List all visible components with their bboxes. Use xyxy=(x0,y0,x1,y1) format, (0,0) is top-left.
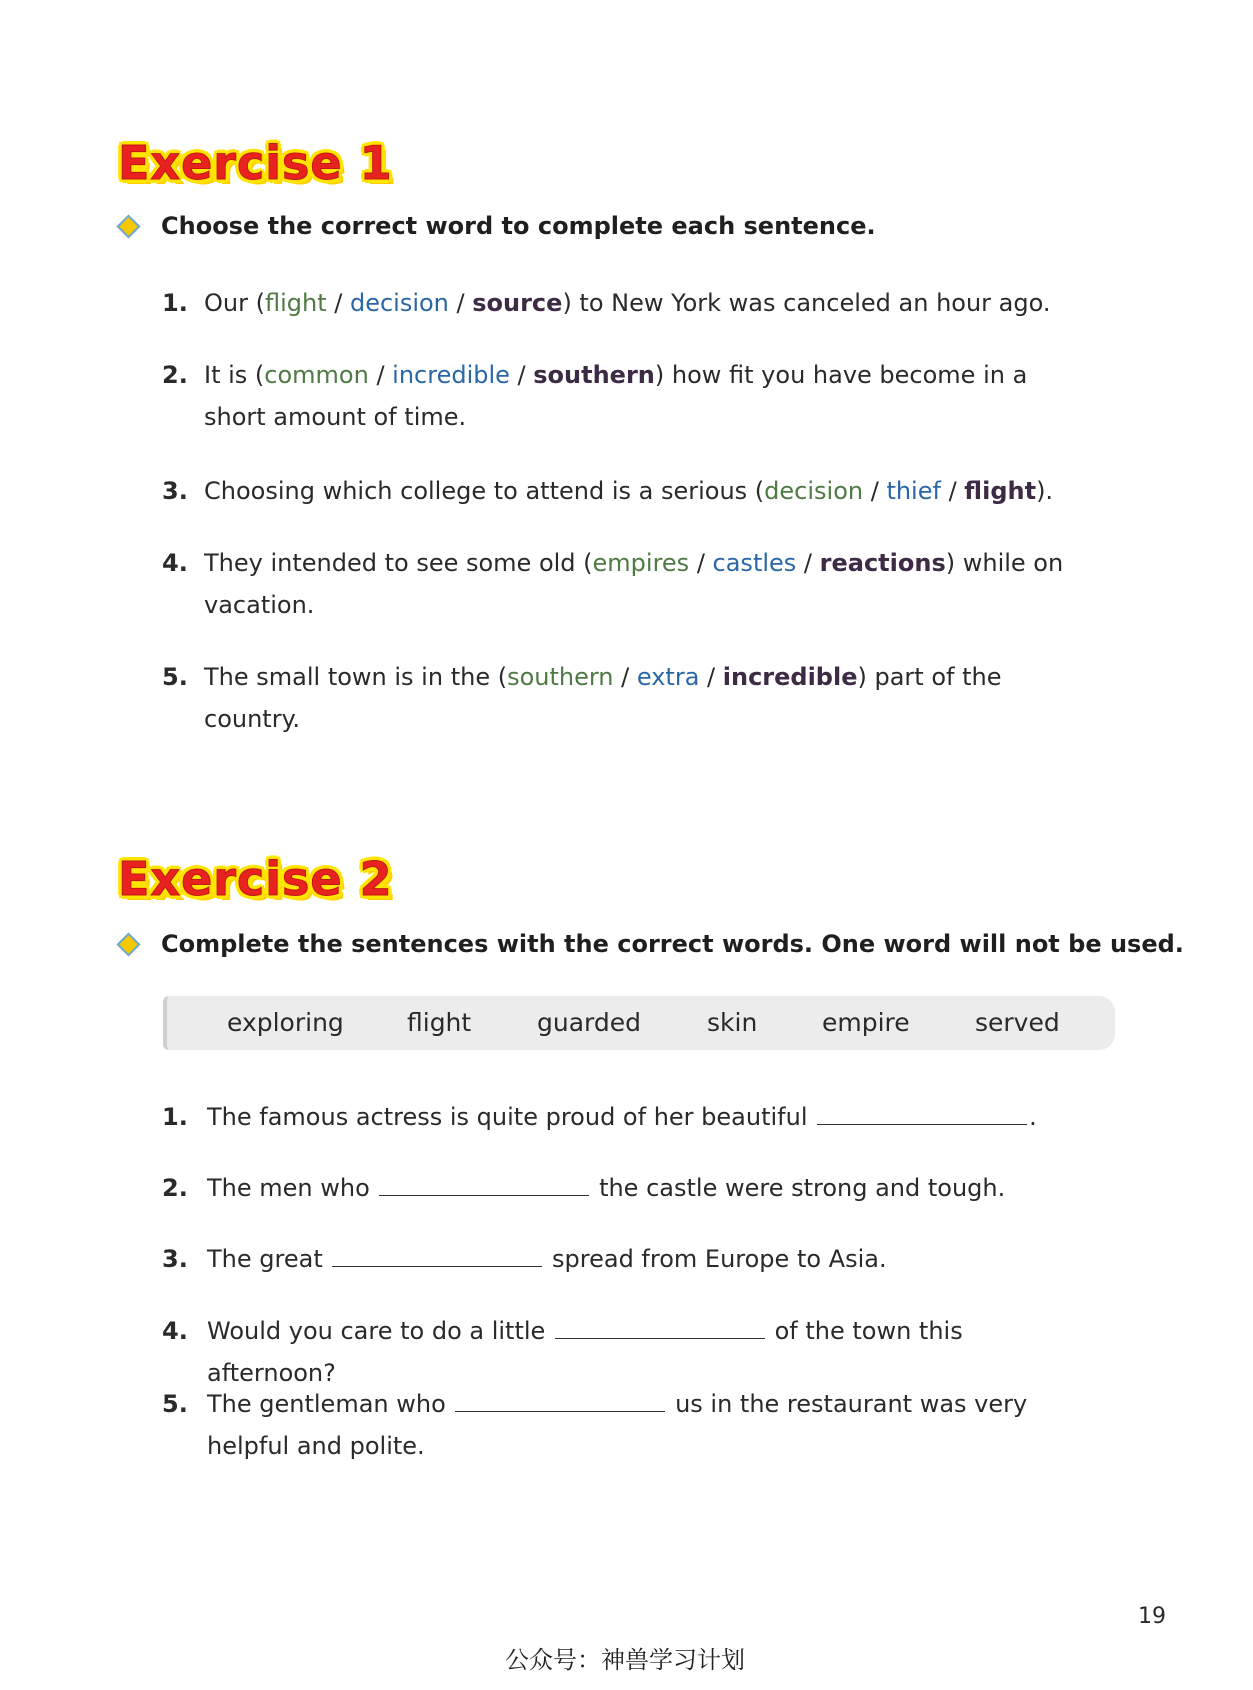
answer-blank[interactable] xyxy=(555,1314,765,1339)
item-number: 5. xyxy=(162,1390,188,1418)
item-number: 3. xyxy=(162,1245,188,1273)
sentence-end: spread from Europe to Asia. xyxy=(552,1245,887,1273)
sentence-end: ) part of the country. xyxy=(204,663,1002,733)
option-3[interactable]: southern xyxy=(533,361,655,389)
item-number: 4. xyxy=(162,1317,188,1345)
item-number: 1. xyxy=(162,1103,188,1131)
answer-blank[interactable] xyxy=(817,1100,1027,1125)
slash-separator: / xyxy=(940,477,965,505)
option-2[interactable]: decision xyxy=(349,289,449,317)
word-bank-word: served xyxy=(975,1008,1060,1037)
option-2[interactable]: extra xyxy=(636,663,700,691)
word-bank xyxy=(163,996,1115,1050)
option-1[interactable]: flight xyxy=(264,289,327,317)
slash-separator: / xyxy=(509,361,534,389)
option-2[interactable]: incredible xyxy=(392,361,510,389)
word-bank-word: empire xyxy=(822,1008,910,1037)
item-sentence xyxy=(204,282,1084,324)
item-number: 2. xyxy=(162,1174,188,1202)
option-1[interactable]: southern xyxy=(507,663,614,691)
slash-separator: / xyxy=(796,549,820,577)
option-1[interactable]: common xyxy=(264,361,369,389)
slash-separator: / xyxy=(368,361,393,389)
slash-separator: / xyxy=(326,289,350,317)
slash-separator: / xyxy=(613,663,637,691)
sentence-start: They intended to see some old ( xyxy=(204,549,593,577)
answer-blank[interactable] xyxy=(332,1242,542,1267)
sentence-end: ) to New York was canceled an hour ago. xyxy=(562,289,1051,317)
exercise-1-item xyxy=(162,656,1084,740)
exercise-2-item xyxy=(162,1096,1087,1138)
exercise-2-item xyxy=(162,1167,1087,1209)
word-bank-word: skin xyxy=(707,1008,758,1037)
option-2[interactable]: castles xyxy=(712,549,797,577)
page-number: 19 xyxy=(1138,1604,1166,1629)
option-2[interactable]: thief xyxy=(886,477,941,505)
exercise-1-instruction-text: Choose the correct word to complete each sentence. xyxy=(161,212,876,240)
sentence-end: of the town this afternoon? xyxy=(207,1317,963,1387)
item-sentence xyxy=(207,1167,1087,1209)
word-bank-word: exploring xyxy=(227,1008,344,1037)
slash-separator: / xyxy=(448,289,473,317)
sentence-start: It is ( xyxy=(204,361,265,389)
sentence-end: ) how fit you have become in a short amount of time. xyxy=(204,361,1028,431)
exercise-1-title: Exercise 1 xyxy=(118,136,393,190)
answer-blank[interactable] xyxy=(455,1387,665,1412)
sentence-end: us in the restaurant was very helpful and polite. xyxy=(207,1390,1028,1460)
exercise-2-item xyxy=(162,1238,1087,1280)
sentence-start: Our ( xyxy=(204,289,265,317)
option-3[interactable]: source xyxy=(472,289,563,317)
option-1[interactable]: decision xyxy=(764,477,864,505)
option-3[interactable]: incredible xyxy=(722,663,858,691)
item-number: 2. xyxy=(162,361,188,389)
sentence-start: The great xyxy=(207,1245,323,1273)
sentence-end: the castle were strong and tough. xyxy=(599,1174,1006,1202)
exercise-1-item xyxy=(162,354,1084,438)
item-sentence xyxy=(204,656,1084,740)
item-number: 3. xyxy=(162,477,188,505)
item-sentence xyxy=(207,1383,1087,1467)
exercise-2-item xyxy=(162,1310,1087,1394)
slash-separator: / xyxy=(689,549,713,577)
sentence-end: ) while on vacation. xyxy=(204,549,1064,619)
item-sentence xyxy=(207,1310,1087,1394)
item-number: 5. xyxy=(162,663,188,691)
exercise-1-item xyxy=(162,470,1084,512)
exercise-1-item xyxy=(162,542,1084,626)
exercise-2-item xyxy=(162,1383,1087,1467)
sentence-start: Choosing which college to attend is a serious ( xyxy=(204,477,765,505)
answer-blank[interactable] xyxy=(379,1171,589,1196)
sentence-start: The gentleman who xyxy=(207,1390,446,1418)
exercise-2-title: Exercise 2 xyxy=(118,852,393,906)
exercise-2-instruction xyxy=(120,930,1184,958)
footer-text: 公众号：神兽学习计划 xyxy=(505,1646,745,1674)
item-sentence xyxy=(204,470,1084,512)
sentence-end: ). xyxy=(1036,477,1054,505)
item-number: 1. xyxy=(162,289,188,317)
item-sentence xyxy=(207,1238,1087,1280)
item-sentence xyxy=(204,542,1084,626)
item-sentence xyxy=(207,1096,1087,1138)
sentence-start: Would you care to do a little xyxy=(207,1317,546,1345)
sentence-end: . xyxy=(1029,1103,1037,1131)
sentence-start: The famous actress is quite proud of her beautiful xyxy=(207,1103,808,1131)
exercise-2-instruction-text: Complete the sentences with the correct words. One word will not be used. xyxy=(161,930,1184,958)
option-3[interactable]: flight xyxy=(964,477,1037,505)
item-number: 4. xyxy=(162,549,188,577)
option-1[interactable]: empires xyxy=(592,549,690,577)
option-3[interactable]: reactions xyxy=(819,549,946,577)
sentence-start: The men who xyxy=(207,1174,370,1202)
slash-separator: / xyxy=(699,663,723,691)
diamond-bullet-icon xyxy=(116,932,140,956)
item-sentence xyxy=(204,354,1084,438)
slash-separator: / xyxy=(863,477,887,505)
diamond-bullet-icon xyxy=(116,214,140,238)
word-bank-word: flight xyxy=(407,1008,472,1037)
sentence-start: The small town is in the ( xyxy=(204,663,508,691)
exercise-1-instruction xyxy=(120,212,876,240)
word-bank-word: guarded xyxy=(537,1008,641,1037)
exercise-1-item xyxy=(162,282,1084,324)
